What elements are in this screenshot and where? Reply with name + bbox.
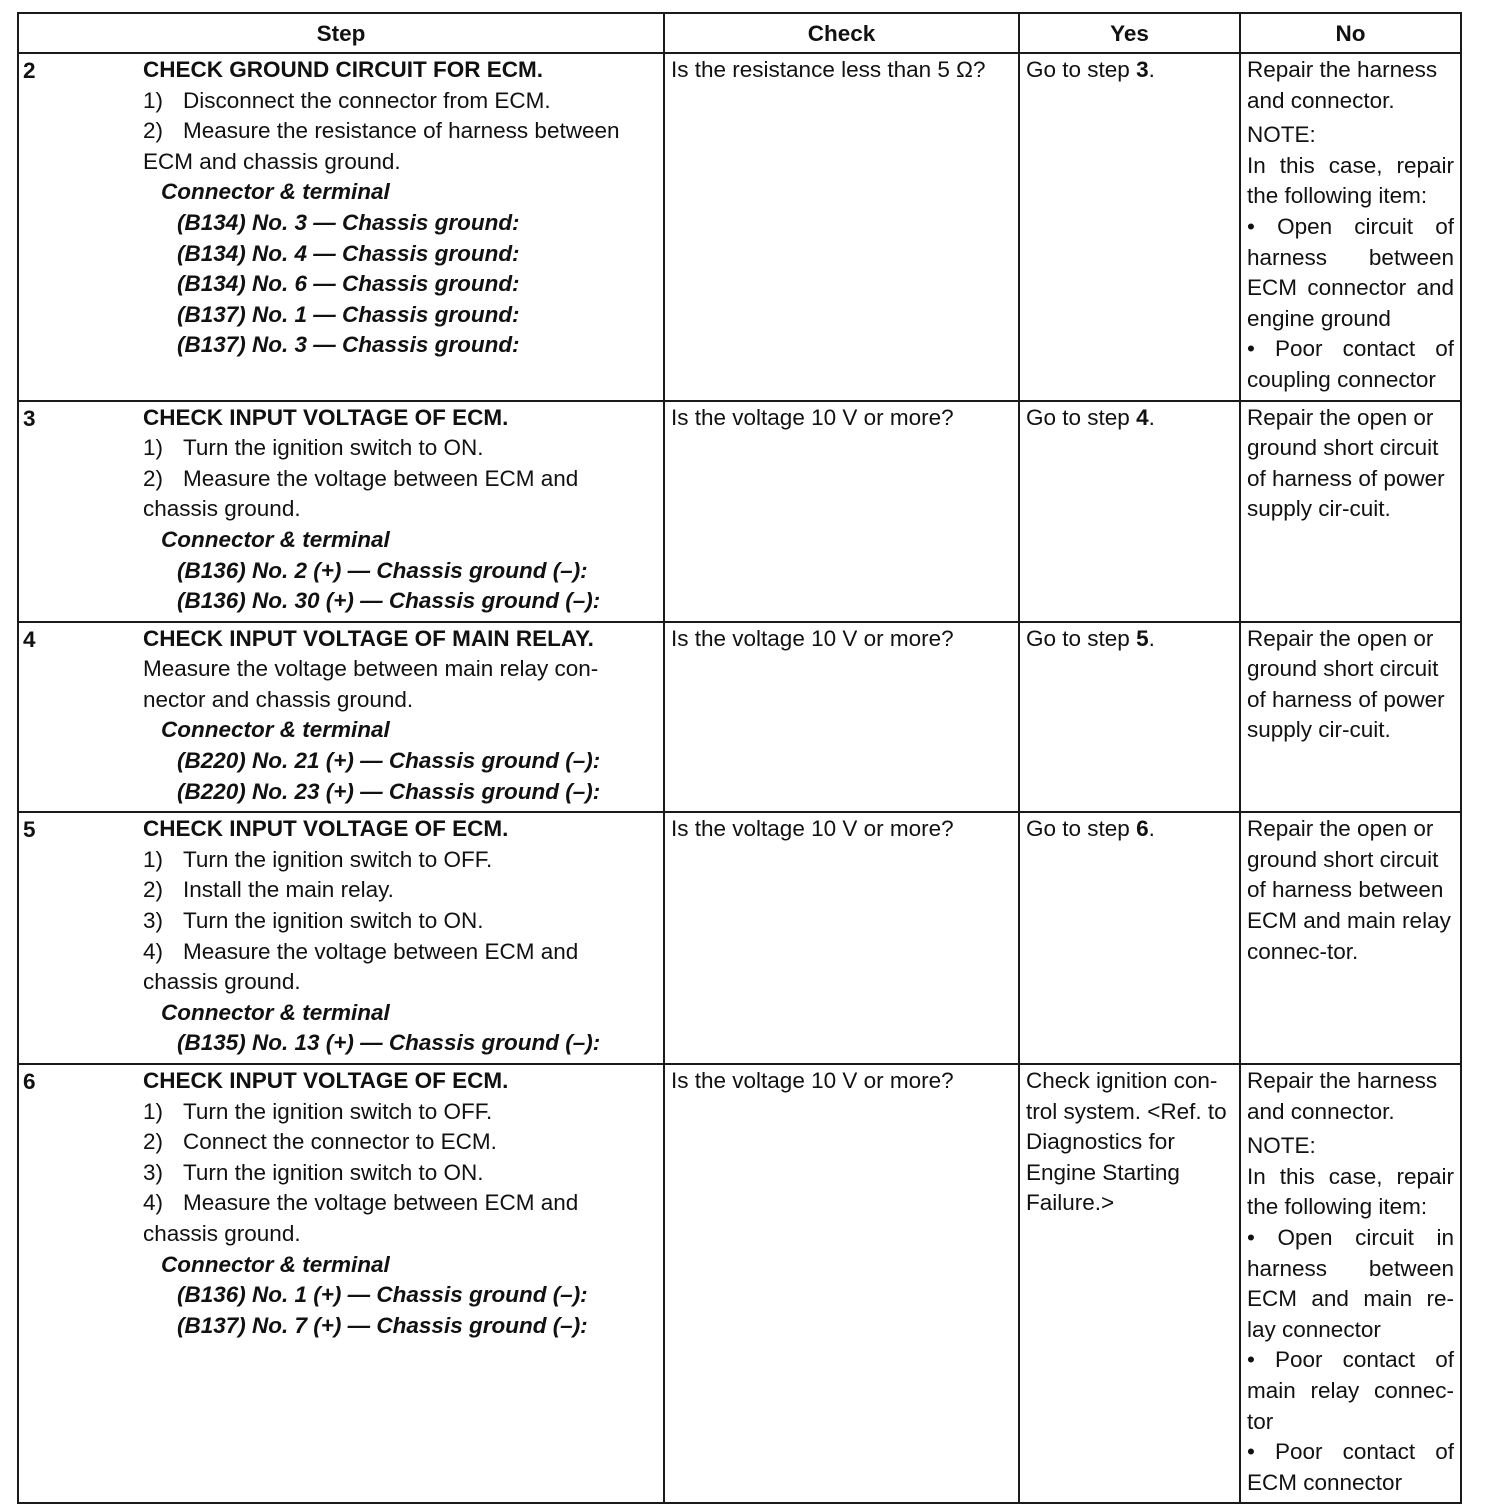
note-bullet: • Poor contact of ECM connector [1247,1437,1454,1498]
check-cell: Is the resistance less than 5 Ω? [664,53,1019,401]
step-number: 3 [23,405,36,431]
check-cell: Is the voltage 10 V or more? [664,401,1019,622]
terminal-spec: (B220) No. 21 (+) — Chassis ground (–): [177,748,601,774]
step-line: 1) Turn the ignition switch to OFF. [143,846,493,872]
connector-terminal-label: Connector & terminal [161,999,390,1025]
note-bullet: • Open circuit of harness between ECM connector and engine ground [1247,212,1454,334]
terminal-spec: (B136) No. 2 (+) — Chassis ground (–): [177,557,588,583]
header-yes: Yes [1019,13,1240,53]
step-line: 2) Measure the resistance of harness between [143,118,620,144]
step-line: 3) Turn the ignition switch to ON. [143,908,484,934]
no-action: Repair the open or ground short circuit of harness between ECM and main relay connec-tor. [1247,816,1451,964]
next-step-number: 5 [1136,625,1149,651]
step-line: ECM and chassis ground. [143,148,401,174]
step-number: 2 [23,58,36,83]
no-cell [1240,622,1461,813]
step-line: 4) Measure the voltage between ECM and [143,1190,579,1216]
table-row [18,53,1461,401]
terminal-spec: (B136) No. 1 (+) — Chassis ground (–): [177,1282,588,1308]
header-check: Check [664,13,1019,53]
step-cell [18,622,664,813]
no-cell [1240,1064,1461,1503]
next-step-number: 3 [1136,57,1149,82]
step-title: CHECK INPUT VOLTAGE OF MAIN RELAY. [143,625,594,651]
terminal-spec: (B134) No. 6 — Chassis ground: [177,271,520,297]
header-step: Step [18,13,664,53]
step-line: chassis ground. [143,496,301,522]
no-action: Repair the open or ground short circuit of harness of power supply cir-cuit. [1247,625,1445,743]
terminal-spec: (B136) No. 30 (+) — Chassis ground (–): [177,588,601,614]
terminal-spec: (B137) No. 3 — Chassis ground: [177,332,520,358]
terminal-spec: (B220) No. 23 (+) — Chassis ground (–): [177,778,601,804]
step-line: 2) Install the main relay. [143,877,394,903]
step-cell [18,812,664,1064]
table-row [18,1064,1461,1503]
step-line: chassis ground. [143,969,301,995]
step-line: 3) Turn the ignition switch to ON. [143,1159,484,1185]
next-step-number: 4 [1136,404,1149,430]
terminal-spec: (B137) No. 1 — Chassis ground: [177,301,520,327]
no-cell [1240,401,1461,622]
note-label: NOTE: [1247,1133,1316,1159]
step-line: 1) Disconnect the connector from ECM. [143,87,551,113]
yes-cell: Go to step 5. [1019,622,1240,813]
yes-cell: Go to step 6. [1019,812,1240,1064]
step-cell [18,401,664,622]
note-text: In this case, repair the following item: [1247,1163,1454,1220]
step-cell [18,1064,664,1503]
table-row [18,812,1461,1064]
table-row [18,622,1461,813]
step-title: CHECK INPUT VOLTAGE OF ECM. [143,404,509,430]
check-cell: Is the voltage 10 V or more? [664,1064,1019,1503]
connector-terminal-label: Connector & terminal [161,179,390,205]
step-cell [18,53,664,401]
yes-cell: Go to step 4. [1019,401,1240,622]
no-cell [1240,812,1461,1064]
note-bullet: • Open circuit in harness between ECM and main re-lay connector [1247,1223,1454,1345]
next-step-number: 6 [1136,816,1149,842]
yes-cell: Go to step 3. [1019,53,1240,401]
step-line: chassis ground. [143,1220,301,1246]
connector-terminal-label: Connector & terminal [161,526,390,552]
note-text: In this case, repair the following item: [1247,152,1454,209]
connector-terminal-label: Connector & terminal [161,1251,390,1277]
terminal-spec: (B135) No. 13 (+) — Chassis ground (–): [177,1030,601,1056]
step-title: CHECK INPUT VOLTAGE OF ECM. [143,816,509,842]
no-action: Repair the harness and connector. [1247,57,1438,113]
header-row [18,13,1461,53]
terminal-spec: (B134) No. 4 — Chassis ground: [177,240,520,266]
step-number: 6 [23,1069,36,1094]
header-no: No [1240,13,1461,53]
step-line: 4) Measure the voltage between ECM and [143,938,579,964]
terminal-spec: (B137) No. 7 (+) — Chassis ground (–): [177,1312,588,1338]
note-label: NOTE: [1247,122,1316,148]
no-cell [1240,53,1461,401]
step-line: 1) Turn the ignition switch to ON. [143,435,484,461]
diagnostic-table [17,12,1462,1504]
check-cell: Is the voltage 10 V or more? [664,622,1019,813]
step-line: 2) Connect the connector to ECM. [143,1129,497,1155]
table-row [18,401,1461,622]
no-action: Repair the open or ground short circuit of harness of power supply cir-cuit. [1247,404,1445,522]
step-number: 4 [23,626,36,652]
step-line: 1) Turn the ignition switch to OFF. [143,1098,493,1124]
step-title: CHECK GROUND CIRCUIT FOR ECM. [143,57,543,82]
no-action: Repair the harness and connector. [1247,1068,1438,1124]
step-number: 5 [23,817,36,843]
step-line: nector and chassis ground. [143,686,414,712]
step-line: 2) Measure the voltage between ECM and [143,465,579,491]
step-line: Measure the voltage between main relay con- [143,656,599,682]
note-bullet: • Poor contact of coupling connector [1247,334,1454,395]
check-cell: Is the voltage 10 V or more? [664,812,1019,1064]
step-title: CHECK INPUT VOLTAGE OF ECM. [143,1068,509,1093]
connector-terminal-label: Connector & terminal [161,717,390,743]
yes-cell: Check ignition con-trol system. <Ref. to Diagnostics for Engine Starting Failure.> [1019,1064,1240,1503]
terminal-spec: (B134) No. 3 — Chassis ground: [177,209,520,235]
note-bullet: • Poor contact of main relay connec-tor [1247,1345,1454,1437]
